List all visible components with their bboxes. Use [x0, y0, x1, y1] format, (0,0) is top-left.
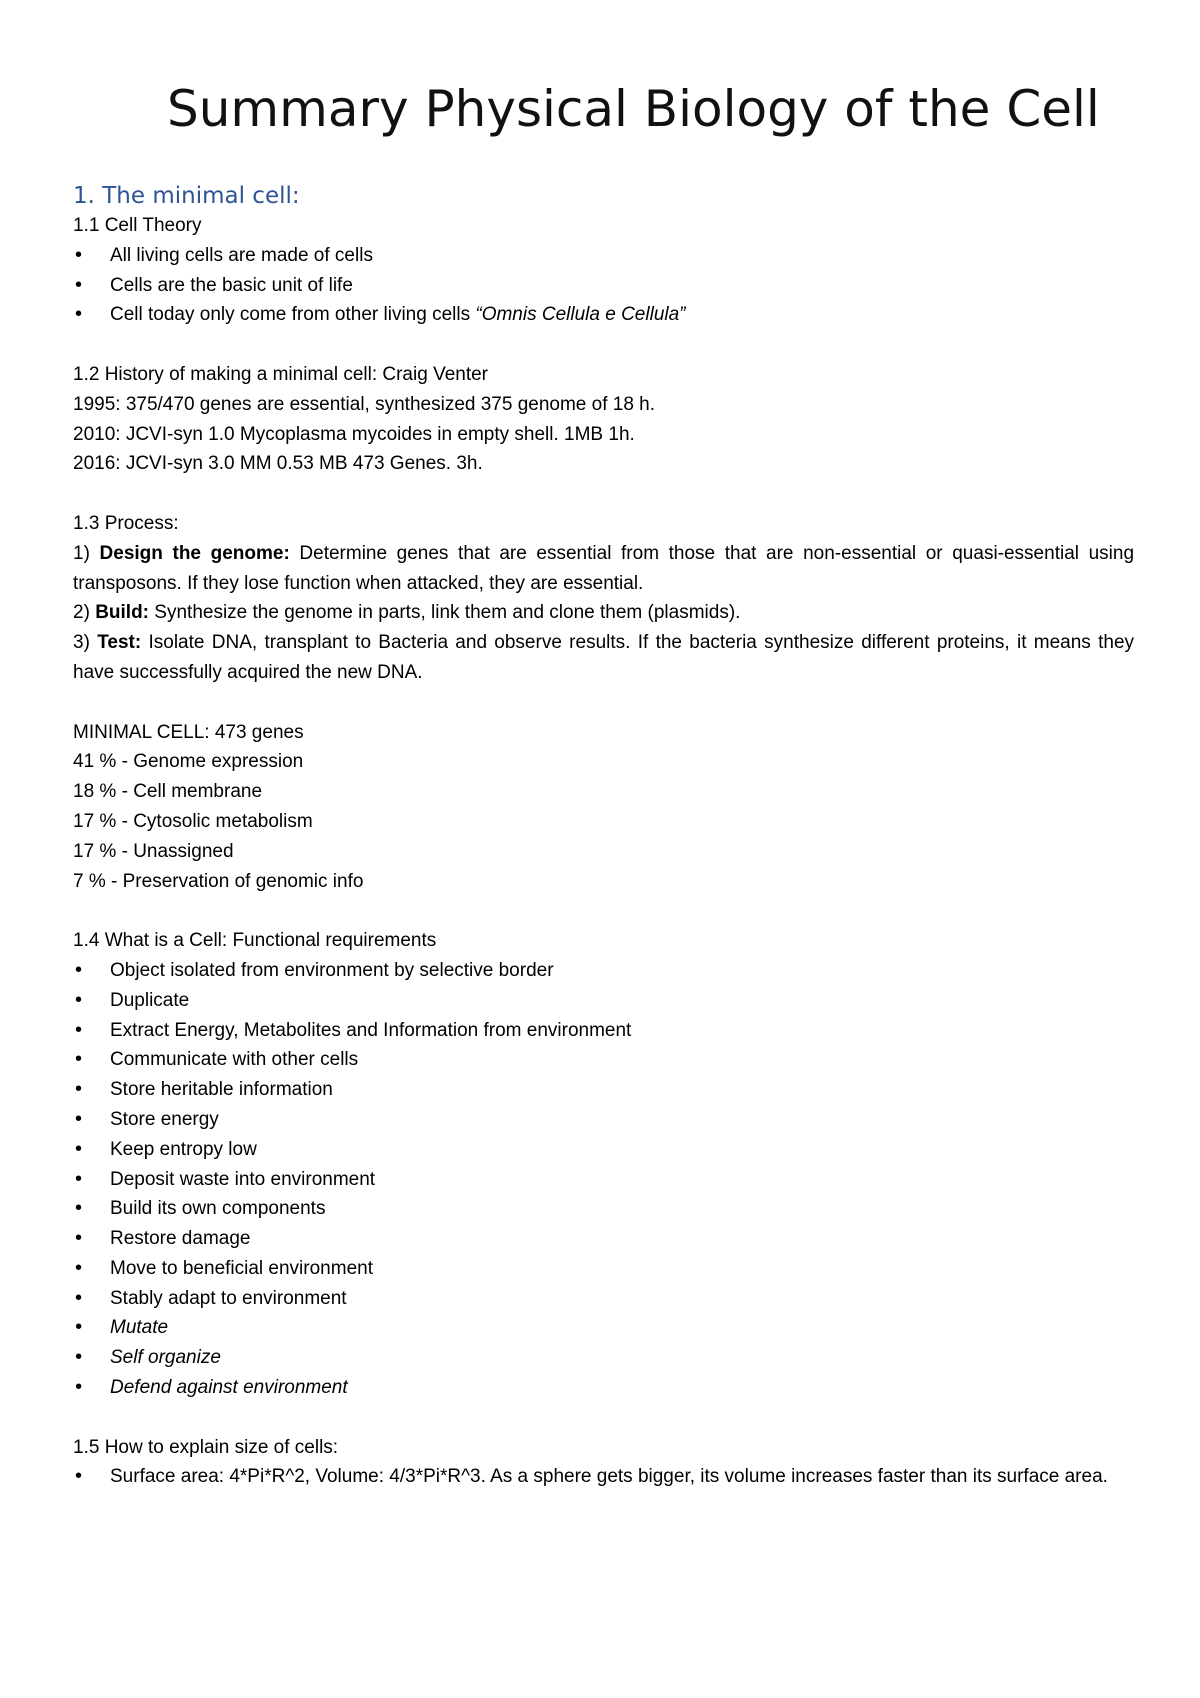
list-item: • Surface area: 4*Pi*R^2, Volume: 4/3*Pi*R^3. As a sphere gets bigger, its volume increases faster than its surface area. — [73, 1462, 1134, 1492]
list-item: • Store heritable information — [73, 1075, 1134, 1105]
latin-quote: “Omnis Cellula e Cellula” — [475, 304, 686, 326]
list-item: • Store energy — [73, 1105, 1134, 1135]
process-step-test: 3) Test: Isolate DNA, transplant to Bacteria and observe results. If the bacteria synthesize different proteins, it means they have successfully acquired the new DNA. — [73, 632, 1135, 683]
history-line: 2010: JCVI-syn 1.0 Mycoplasma mycoides in empty shell. 1MB 1h. — [73, 423, 635, 445]
list-item: • Communicate with other cells — [73, 1045, 1134, 1075]
list-item: • Cells are the basic unit of life — [73, 271, 1134, 301]
list-item: • Keep entropy low — [73, 1135, 1134, 1165]
history-line: 2016: JCVI-syn 3.0 MM 0.53 MB 473 Genes. 3h. — [73, 453, 483, 475]
section-heading-minimal-cell: 1. The minimal cell: — [73, 183, 300, 209]
size-list — [73, 1462, 1134, 1492]
subheading-functional: 1.4 What is a Cell: Functional requirements — [73, 930, 437, 952]
section-body — [73, 211, 1134, 1492]
list-item: • Cell today only come from other living cells “Omnis Cellula e Cellula” — [73, 300, 1134, 330]
minimal-cell-line: 41 % - Genome expression — [73, 751, 304, 773]
list-item: • Defend against environment — [73, 1373, 1134, 1403]
subheading-history: 1.2 History of making a minimal cell: Craig Venter — [73, 363, 488, 385]
list-item: • Mutate — [73, 1313, 1134, 1343]
list-item: • Duplicate — [73, 986, 1134, 1016]
list-item: • Self organize — [73, 1343, 1134, 1373]
subheading-process: 1.3 Process: — [73, 512, 179, 534]
history-line: 1995: 375/470 genes are essential, synthesized 375 genome of 18 h. — [73, 393, 656, 415]
document-title: Summary Physical Biology of the Cell — [167, 80, 1100, 138]
subheading-size: 1.5 How to explain size of cells: — [73, 1436, 339, 1458]
process-step-build: 2) Build: Synthesize the genome in parts, link them and clone them (plasmids). — [73, 602, 741, 624]
list-item: • Stably adapt to environment — [73, 1284, 1134, 1314]
list-item: • Deposit waste into environment — [73, 1165, 1134, 1195]
list-item: • All living cells are made of cells — [73, 241, 1134, 271]
minimal-cell-line: 17 % - Cytosolic metabolism — [73, 810, 313, 832]
minimal-cell-line: 7 % - Preservation of genomic info — [73, 870, 364, 892]
list-item: • Build its own components — [73, 1194, 1134, 1224]
list-item: • Restore damage — [73, 1224, 1134, 1254]
minimal-cell-heading: MINIMAL CELL: 473 genes — [73, 721, 304, 743]
minimal-cell-line: 18 % - Cell membrane — [73, 781, 263, 803]
cell-theory-list — [73, 241, 1134, 330]
list-item: • Object isolated from environment by selective border — [73, 956, 1134, 986]
minimal-cell-line: 17 % - Unassigned — [73, 840, 234, 862]
list-item: • Extract Energy, Metabolites and Information from environment — [73, 1016, 1134, 1046]
functional-list — [73, 956, 1134, 1403]
process-step-design: 1) Design the genome: Determine genes that are essential from those that are non-essential or quasi-essential using transposons. If they lose function when attacked, they are essential. — [73, 542, 1135, 594]
list-item: • Move to beneficial environment — [73, 1254, 1134, 1284]
subheading-cell-theory: 1.1 Cell Theory — [73, 215, 202, 236]
